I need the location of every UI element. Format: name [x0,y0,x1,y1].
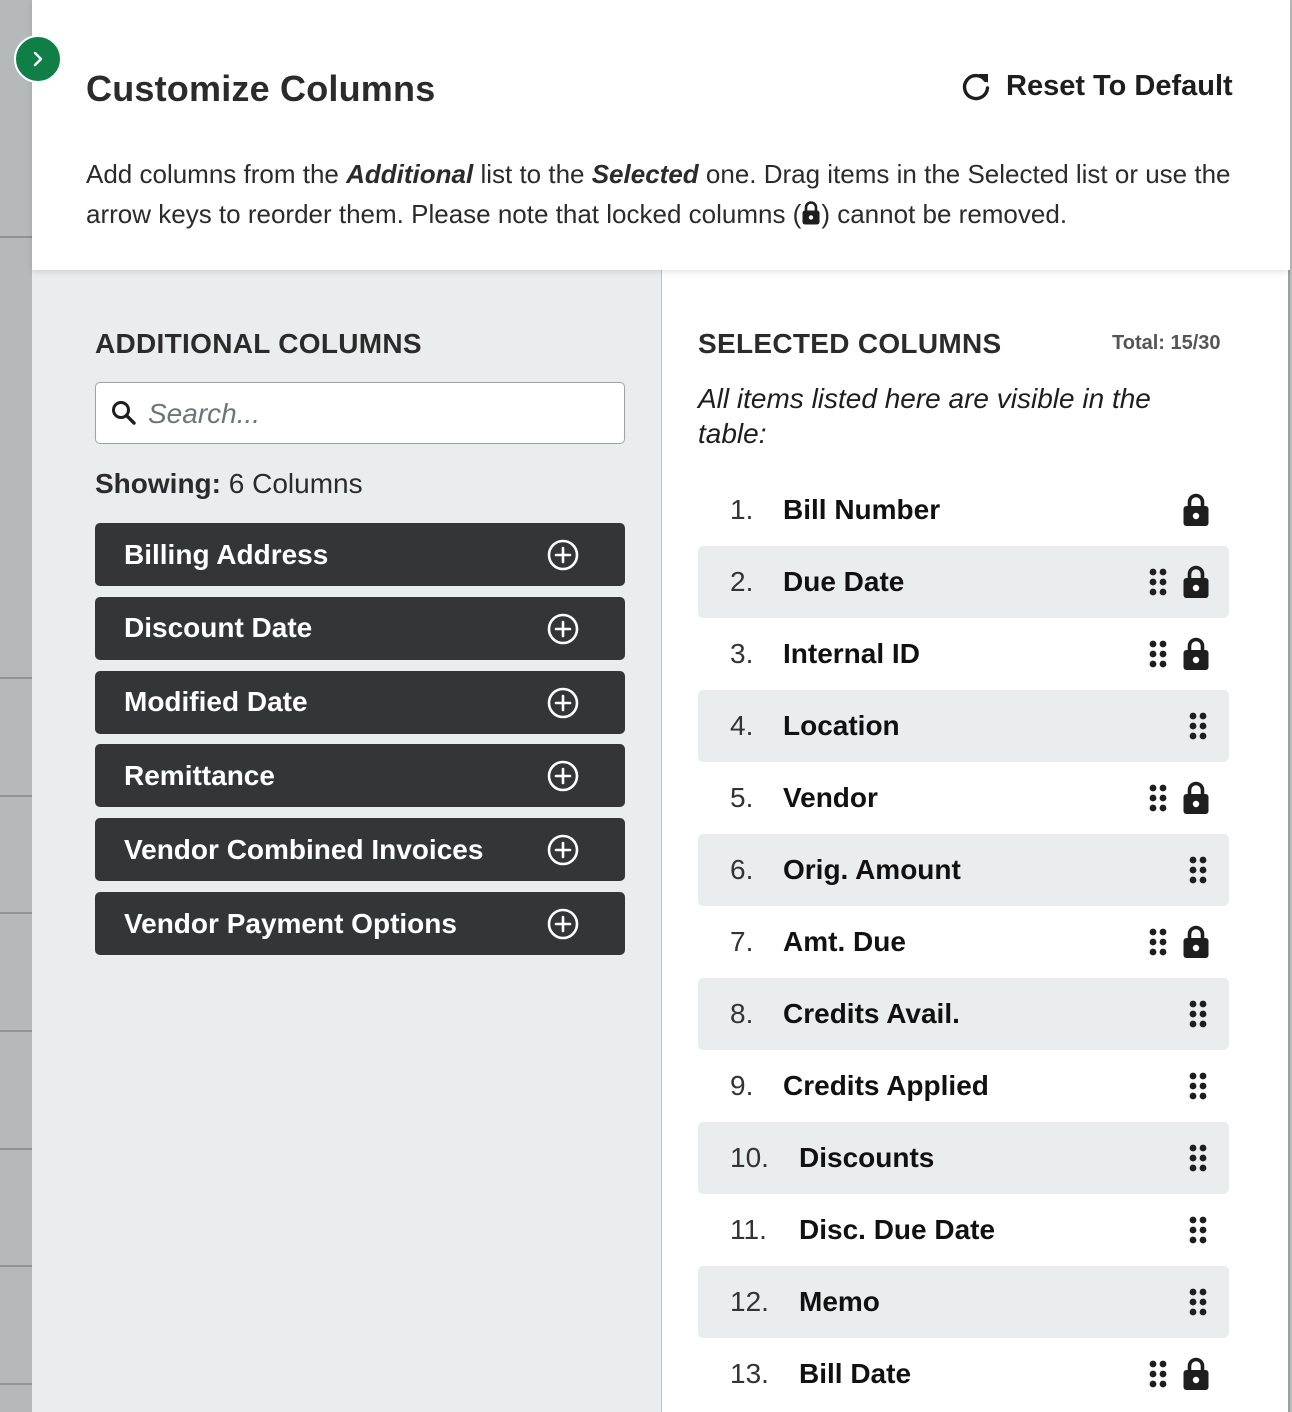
column-name: Discounts [799,1142,935,1173]
selected-column-row[interactable] [698,1266,1229,1338]
drag-handle-icon [1148,927,1168,957]
description-emphasis: Additional [346,159,474,189]
description-text: Add columns from the [86,159,347,189]
selected-column-row[interactable] [698,1338,1229,1410]
plus-circle-icon [547,834,579,866]
selected-column-row[interactable] [698,978,1229,1050]
lock-icon [801,200,821,226]
additional-column-label: Discount Date [124,612,313,644]
additional-column-item[interactable] [95,671,625,734]
collapse-panel-button[interactable] [14,35,62,83]
backdrop-divider [0,1030,32,1032]
lock-indicator [1182,780,1210,821]
additional-column-item[interactable] [95,744,625,807]
drag-handle[interactable] [1148,783,1168,818]
column-name: Disc. Due Date [799,1214,996,1245]
search-icon [110,399,138,427]
column-name: Internal ID [783,638,920,669]
selected-column-row[interactable] [698,1122,1229,1194]
row-number: 8. [730,998,754,1029]
additional-column-item[interactable] [95,597,625,660]
backdrop-divider [0,795,32,797]
column-name: Memo [799,1286,880,1317]
description-text: one. Drag items in the Selected list or use the arrow keys to reorder them. Please note that locked columns ( [86,159,1231,229]
chevron-right-icon [31,50,45,68]
drag-handle-icon [1188,711,1208,741]
drag-handle-icon [1148,1359,1168,1389]
selected-columns-heading: SELECTED COLUMNS [698,328,1002,359]
reset-label: Reset To Default [1006,70,1233,102]
selected-column-row[interactable] [698,834,1229,906]
drag-handle[interactable] [1148,639,1168,674]
drag-handle[interactable] [1188,999,1208,1034]
backdrop-divider [0,236,32,238]
lock-icon [1182,492,1210,528]
description-emphasis: Selected [591,159,699,189]
selected-column-row[interactable] [698,690,1229,762]
drag-handle[interactable] [1188,711,1208,746]
drag-handle-icon [1148,783,1168,813]
lock-icon [1182,636,1210,672]
drag-handle[interactable] [1148,927,1168,962]
column-name: Amt. Due [783,926,906,957]
drag-handle[interactable] [1188,1143,1208,1178]
add-column-button[interactable] [547,760,579,797]
lock-indicator [1182,924,1210,965]
description-text: ) cannot be removed. [821,199,1068,229]
lock-icon [1182,1356,1210,1392]
showing-label: Showing: [95,468,221,499]
selected-note: All items listed here are visible in the table: [698,383,1151,449]
drag-handle[interactable] [1148,567,1168,602]
drag-handle[interactable] [1188,1215,1208,1250]
drag-handle-icon [1188,999,1208,1029]
row-number: 2. [730,566,754,597]
reset-to-default-button[interactable] [960,70,1233,103]
total-count: Total: 15/30 [1112,332,1221,354]
drag-handle-icon [1188,855,1208,885]
drag-handle[interactable] [1148,1359,1168,1394]
drag-handle-icon [1188,1215,1208,1245]
column-name: Credits Avail. [783,998,960,1029]
column-name: Credits Applied [783,1070,989,1101]
row-number: 9. [730,1070,754,1101]
row-number: 12. [730,1286,769,1317]
search-input[interactable] [146,383,610,445]
column-name: Bill Date [799,1358,912,1389]
drag-handle-icon [1148,567,1168,597]
drag-handle[interactable] [1188,855,1208,890]
drag-handle-icon [1148,639,1168,669]
row-number: 10. [730,1142,769,1173]
additional-column-label: Vendor Payment Options [124,907,457,939]
showing-value: 6 Columns [228,468,363,499]
drag-handle[interactable] [1188,1287,1208,1322]
customize-columns-panel [32,0,1290,1412]
page-backdrop [0,0,32,1412]
drag-handle-icon [1188,1071,1208,1101]
lock-icon [1182,924,1210,960]
search-box [95,382,625,444]
row-number: 7. [730,926,754,957]
backdrop-divider [0,1265,32,1267]
selected-column-row[interactable] [698,618,1229,690]
lock-icon [1182,780,1210,816]
lock-indicator [1182,636,1210,677]
add-column-button[interactable] [547,613,579,650]
drag-handle-icon [1188,1287,1208,1317]
plus-circle-icon [547,760,579,792]
selected-columns-section [662,270,1288,1412]
additional-columns-heading: ADDITIONAL COLUMNS [95,328,422,359]
page-title: Customize Columns [86,68,436,109]
add-column-button[interactable] [547,539,579,576]
backdrop-divider [0,912,32,914]
selected-column-row[interactable] [698,1194,1229,1266]
column-name: Orig. Amount [783,854,961,885]
additional-columns-section [32,270,661,1412]
showing-count [95,468,363,500]
selected-column-row[interactable] [698,762,1229,834]
description-text: list to the [473,159,592,189]
drag-handle-icon [1188,1143,1208,1173]
panel-description [86,154,1246,234]
lock-indicator [1182,1356,1210,1397]
backdrop-divider [0,1148,32,1150]
additional-column-label: Remittance [124,759,275,791]
plus-circle-icon [547,908,579,940]
row-number: 5. [730,782,754,813]
plus-circle-icon [547,539,579,571]
row-number: 13. [730,1358,769,1389]
row-number: 11. [730,1214,767,1245]
additional-column-label: Vendor Combined Invoices [124,833,484,865]
add-column-button[interactable] [547,908,579,945]
selected-column-row[interactable] [698,474,1229,546]
additional-column-item[interactable] [95,523,625,586]
drag-handle[interactable] [1188,1071,1208,1106]
column-name: Vendor [783,782,878,813]
backdrop-divider [0,1383,32,1385]
selected-column-row[interactable] [698,906,1229,978]
column-name: Location [783,710,900,741]
additional-column-label: Modified Date [124,686,308,718]
lock-indicator [1182,492,1210,533]
column-name: Bill Number [783,494,941,525]
selected-column-row[interactable] [698,546,1229,618]
plus-circle-icon [547,687,579,719]
lock-icon [1182,564,1210,600]
row-number: 6. [730,854,754,885]
row-number: 4. [730,710,754,741]
add-column-button[interactable] [547,687,579,724]
lock-indicator [1182,564,1210,605]
backdrop-divider [0,677,32,679]
add-column-button[interactable] [547,834,579,871]
panel-header [32,0,1290,270]
additional-column-label: Billing Address [124,538,329,570]
row-number: 1. [730,494,754,525]
additional-column-item[interactable] [95,818,625,881]
refresh-icon [960,71,992,103]
column-name: Due Date [783,566,905,597]
row-number: 3. [730,638,754,669]
plus-circle-icon [547,613,579,645]
selected-column-row[interactable] [698,1050,1229,1122]
additional-column-item[interactable] [95,892,625,955]
